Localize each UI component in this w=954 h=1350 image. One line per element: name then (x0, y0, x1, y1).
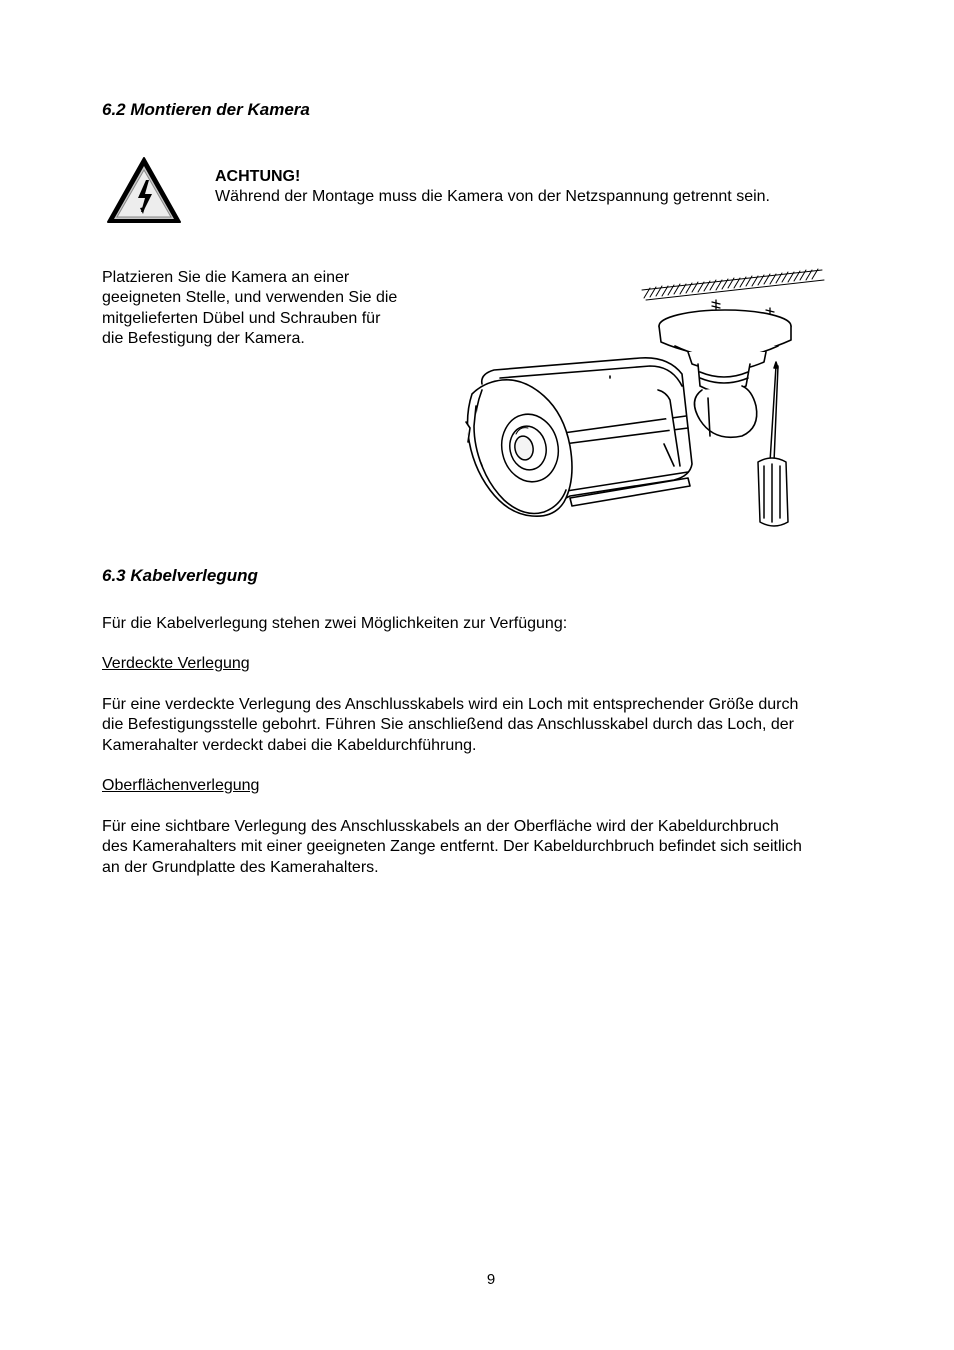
subheading-surface-routing: Oberflächenverlegung (102, 777, 260, 794)
paragraph-line: Kamerahalter verdeckt dabei die Kabeldurchführung. (102, 736, 477, 754)
paragraph-line: Für eine verdeckte Verlegung des Anschlusskabels wird ein Loch mit entsprechender Größe durch (102, 696, 799, 713)
paragraph-line: Für eine sichtbare Verlegung des Anschlusskabels an der Oberfläche wird der Kabeldurchbruch (102, 818, 779, 835)
mount-neck (694, 364, 756, 437)
section-heading-6-3: 6.3 Kabelverlegung (102, 566, 258, 585)
cable-routing-intro: Für die Kabelverlegung stehen zwei Möglichkeiten zur Verfügung: (102, 615, 568, 632)
section-heading-6-2: 6.2 Montieren der Kamera (102, 100, 310, 119)
concealed-routing-text (102, 695, 798, 756)
paragraph-line: die Befestigung der Kamera. (102, 329, 305, 347)
paragraph-line: Platzieren Sie die Kamera an einer (102, 269, 350, 286)
surface-routing-text (102, 817, 802, 878)
ceiling-hatching (642, 269, 824, 300)
paragraph-line: die Befestigungsstelle gebohrt. Führen Sie anschließend das Anschlusskabel durch das Loch, der (102, 716, 794, 734)
mount-base (659, 310, 791, 371)
page-number: 9 (486, 1271, 496, 1288)
screwdriver (758, 362, 788, 526)
warning-title: ACHTUNG! (215, 168, 301, 185)
paragraph-line: des Kamerahalters mit einer geeigneten Zange entfernt. Der Kabeldurchbruch befindet sich seitlich (102, 838, 802, 856)
paragraph-line: geeigneten Stelle, und verwenden Sie die (102, 289, 398, 307)
paragraph-line: mitgelieferten Dübel und Schrauben für (102, 309, 381, 327)
subheading-concealed-routing: Verdeckte Verlegung (102, 655, 250, 672)
paragraph-line: an der Grundplatte des Kamerahalters. (102, 858, 379, 876)
mounting-instructions (102, 268, 397, 349)
high-voltage-warning-icon (106, 156, 182, 226)
warning-text: Während der Montage muss die Kamera von der Netzspannung getrennt sein. (215, 188, 770, 205)
camera-mounting-illustration (460, 266, 830, 528)
